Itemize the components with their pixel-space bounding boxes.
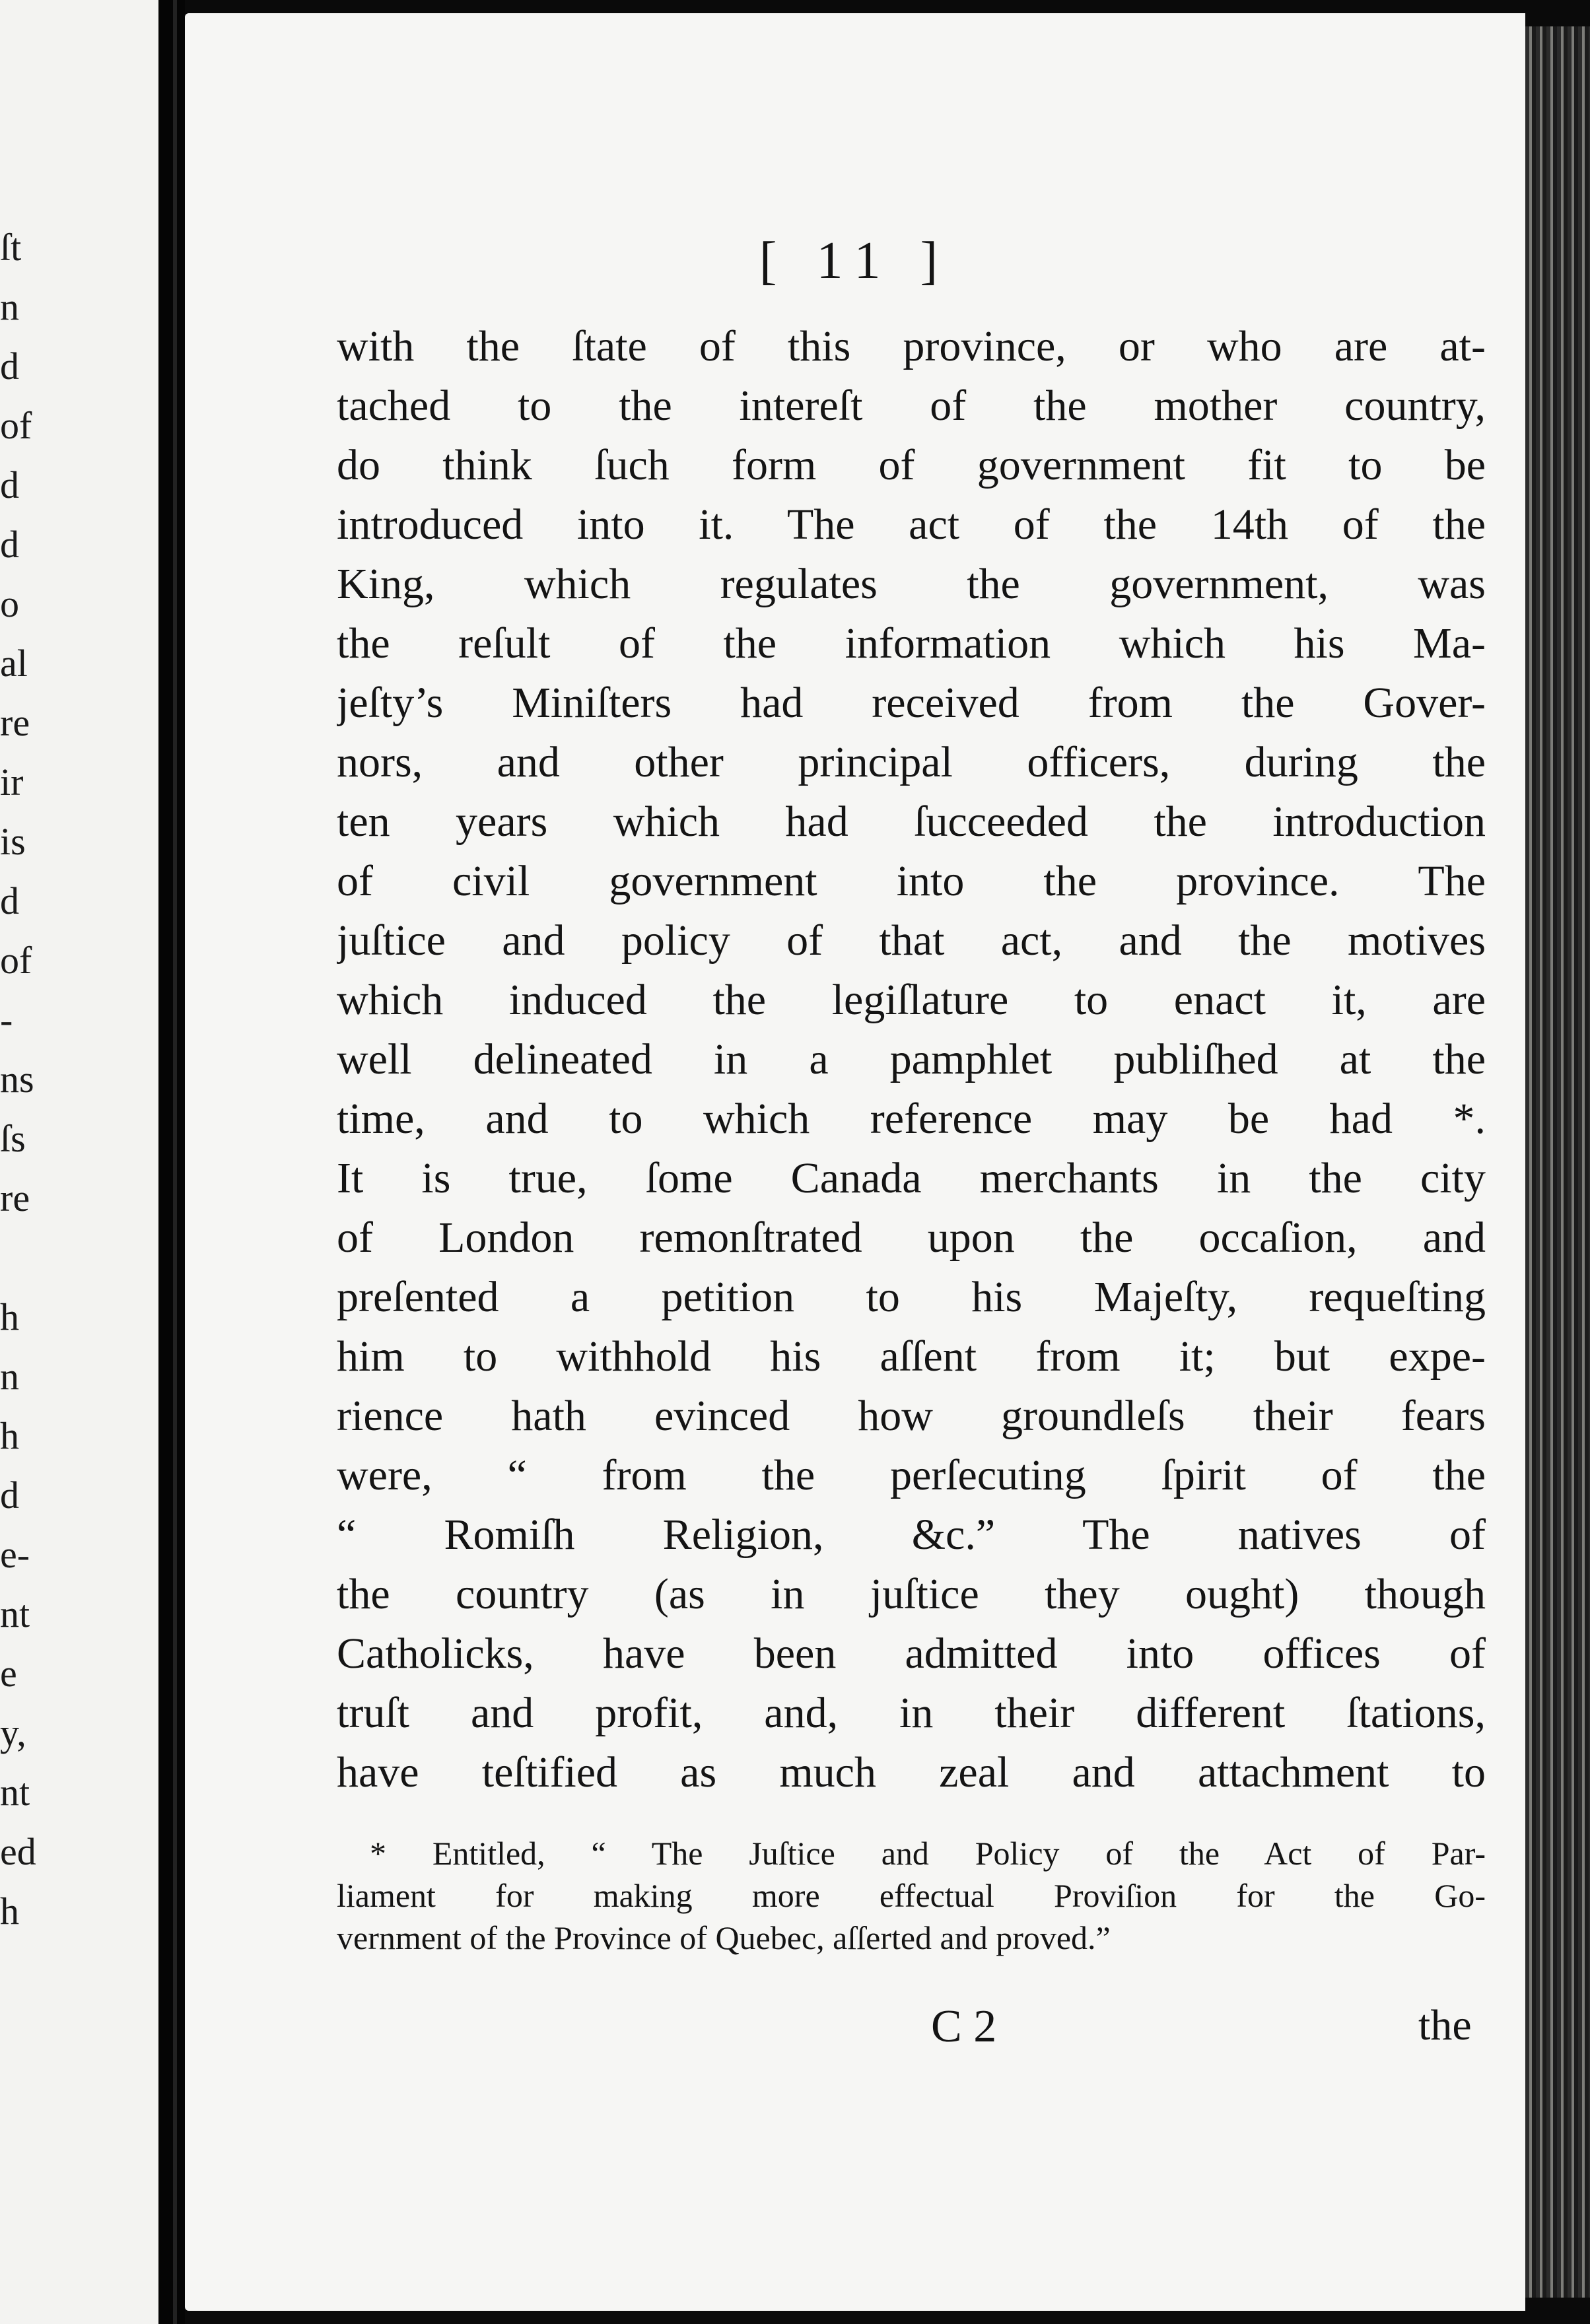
text-line: him to withhold his aſſent from it; but expe-: [337, 1332, 1486, 1381]
text-line: jeſty’s Miniſters had received from the Gover-: [337, 679, 1486, 727]
facing-page-fragment: h: [0, 1414, 19, 1457]
facing-page-fragment: -: [0, 998, 13, 1041]
facing-page-fragment: n: [0, 285, 19, 328]
catchword: the: [1418, 2001, 1472, 2049]
text-line: the reſult of the information which his Ma-: [337, 619, 1486, 667]
text-line: with the ſtate of this province, or who are at-: [337, 322, 1486, 370]
facing-page-fragment: ſs: [0, 1117, 26, 1160]
text-line: the country (as in juſtice they ought) though: [337, 1570, 1486, 1618]
text-line: introduced into it. The act of the 14th of the: [337, 500, 1486, 549]
text-line: of London remonſtrated upon the occaſion, and: [337, 1213, 1486, 1262]
facing-page-fragment: d: [0, 523, 19, 566]
facing-page-fragment: e-: [0, 1533, 30, 1576]
text-line: well delineated in a pamphlet publiſhed at the: [337, 1035, 1486, 1083]
text-line: “ Romiſh Religion, &c.” The natives of: [337, 1511, 1486, 1559]
book-gutter: [158, 0, 185, 2324]
facing-page-fragment: e: [0, 1652, 17, 1695]
facing-page-fragment: re: [0, 701, 30, 744]
facing-page-fragment: nt: [0, 1771, 30, 1814]
text-line: juſtice and policy of that act, and the motives: [337, 916, 1486, 965]
text-line: tached to the intereſt of the mother country,: [337, 382, 1486, 430]
facing-page-fragment: h: [0, 1295, 19, 1338]
facing-page-fragment: al: [0, 642, 28, 685]
facing-page-fragment: n: [0, 1355, 19, 1398]
text-line: Catholicks, have been admitted into offices of: [337, 1629, 1486, 1678]
facing-page-fragment: ed: [0, 1830, 36, 1873]
footnote-line: vernment of the Province of Quebec, aſſerted and proved.”: [337, 1919, 1111, 1956]
facing-page-fragment: d: [0, 1474, 19, 1517]
facing-page-fragment: d: [0, 345, 19, 388]
footnote-line: liament for making more effectual Proviſion for the Go-: [337, 1877, 1486, 1914]
facing-page-fragment: ir: [0, 761, 24, 803]
text-line: which induced the legiſlature to enact it, are: [337, 976, 1486, 1024]
text-line: of civil government into the province. The: [337, 857, 1486, 905]
facing-page-fragment: ns: [0, 1058, 34, 1101]
facing-page-fragment: of: [0, 404, 32, 447]
page-edges: [1525, 26, 1590, 2298]
facing-page-fragment: nt: [0, 1592, 30, 1635]
facing-page-text-fragments: [0, 218, 79, 1941]
facing-page-fragment: ſt: [0, 226, 22, 269]
text-line: time, and to which reference may be had *.: [337, 1095, 1486, 1143]
facing-page-fragment: of: [0, 939, 32, 982]
facing-page-fragment: [0, 1228, 79, 1287]
facing-page: [0, 0, 158, 2324]
text-line: do think ſuch form of government fit to be: [337, 441, 1486, 489]
footnote-line: * Entitled, “ The Juſtice and Policy of the Act of Par-: [370, 1835, 1486, 1872]
text-line: truſt and profit, and, in their different ſtations,: [337, 1689, 1486, 1737]
facing-page-fragment: d: [0, 879, 19, 922]
body-text: [337, 317, 1486, 1802]
text-line: have teſtified as much zeal and attachment to: [337, 1748, 1486, 1796]
facing-page-fragment: is: [0, 820, 26, 863]
facing-page-fragment: h: [0, 1890, 19, 1932]
page-header: [ 11 ]: [759, 232, 951, 290]
facing-page-fragment: re: [0, 1177, 30, 1219]
text-line: ten years which had ſucceeded the introduction: [337, 798, 1486, 846]
facing-page-fragment: y,: [0, 1711, 26, 1754]
text-line: King, which regulates the government, was: [337, 560, 1486, 608]
text-line: It is true, ſome Canada merchants in the city: [337, 1154, 1486, 1202]
text-line: nors, and other principal officers, during the: [337, 738, 1486, 786]
book-page: [185, 13, 1525, 2311]
gutter-shadow: [173, 0, 177, 2324]
signature-mark: C 2: [931, 2001, 997, 2052]
facing-page-fragment: d: [0, 463, 19, 506]
text-line: were, “ from the perſecuting ſpirit of the: [337, 1451, 1486, 1499]
text-line: rience hath evinced how groundleſs their fears: [337, 1392, 1486, 1440]
text-line: preſented a petition to his Majeſty, requeſting: [337, 1273, 1486, 1321]
facing-page-fragment: o: [0, 582, 19, 625]
footnote: [337, 1832, 1486, 1959]
